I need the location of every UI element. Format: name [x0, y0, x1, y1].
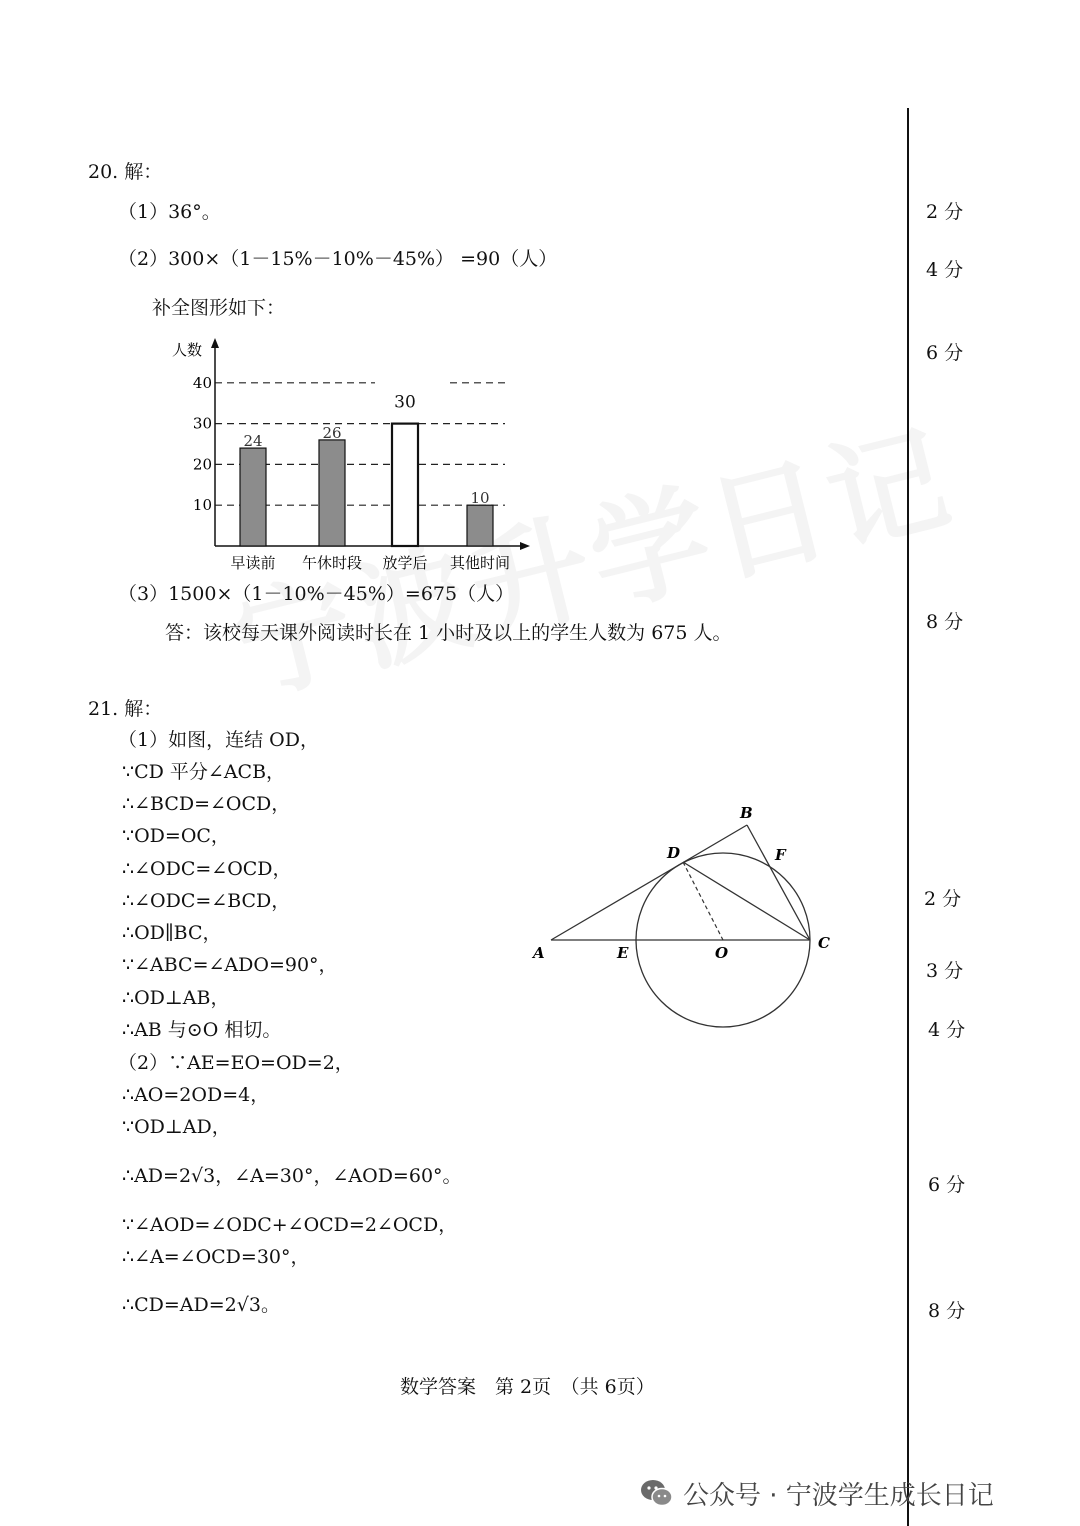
score: 3 分 — [926, 960, 964, 982]
solution-line: ∴OD∥BC， — [122, 922, 222, 944]
q20-header: 20. 解： — [88, 161, 163, 183]
solution-line: ∵CD 平分∠ACB， — [122, 761, 286, 783]
y-tick-label: 10 — [192, 496, 212, 515]
page-footer: 数学答案 第 2页 （共 6页） — [400, 1376, 655, 1398]
margin-rule — [907, 108, 909, 1526]
bar-value-label: 26 — [322, 423, 342, 442]
x-axis-arrow — [520, 542, 530, 550]
q20-part1: （1）36°。 — [118, 201, 221, 223]
solution-line: ∴∠ODC=∠BCD， — [122, 890, 291, 912]
q21-header: 21. 解： — [88, 698, 163, 720]
solution-line: ∴CD=AD=2√3。 — [122, 1294, 280, 1316]
y-axis-label: 人数 — [172, 341, 203, 359]
bar — [392, 424, 418, 546]
y-axis-arrow — [211, 338, 219, 348]
solution-line: ∵OD⊥AD， — [122, 1116, 231, 1138]
x-tick-label: 午休时段 — [301, 554, 363, 572]
score: 4 分 — [928, 1019, 966, 1041]
solution-line: ∵∠AOD=∠ODC+∠OCD=2∠OCD， — [122, 1214, 458, 1236]
geometry-figure — [525, 795, 845, 1035]
solution-line: ∴∠ODC=∠OCD， — [122, 858, 292, 880]
solution-line: ∴AD=2√3，∠A=30°，∠AOD=60°。 — [122, 1165, 462, 1187]
label-e: E — [617, 944, 629, 962]
score: 2 分 — [926, 201, 964, 223]
wechat-account: 公众号 · 宁波学生成长日记 — [683, 1481, 994, 1511]
x-tick-label: 其他时间 — [449, 554, 511, 572]
bar-value-label: 10 — [470, 489, 490, 508]
score: 6 分 — [926, 342, 964, 364]
x-tick-label: 放学后 — [382, 554, 428, 572]
label-a: A — [533, 944, 545, 962]
q20-part3: （3）1500×（1－10%－45%）=675（人） — [118, 583, 515, 605]
bar — [240, 448, 266, 546]
solution-line: （1）如图，连结 OD， — [118, 729, 319, 751]
label-f: F — [775, 846, 786, 864]
score: 2 分 — [924, 888, 962, 910]
y-tick-label: 30 — [192, 414, 212, 433]
solution-line: ∴OD⊥AB， — [122, 987, 230, 1009]
q20-answer: 答：该校每天课外阅读时长在 1 小时及以上的学生人数为 675 人。 — [165, 622, 732, 644]
label-d: D — [667, 844, 681, 862]
q20-part2: （2）300×（1－15%－10%－45%） =90（人） — [118, 248, 558, 270]
score: 8 分 — [928, 1300, 966, 1322]
label-o: O — [715, 944, 729, 962]
solution-line: ∵∠ABC=∠ADO=90°， — [122, 954, 338, 976]
bar-value-label: 30 — [394, 392, 416, 413]
solution-line: ∴AB 与⊙O 相切。 — [122, 1019, 282, 1041]
solution-line: ∴AO=2OD=4， — [122, 1084, 270, 1106]
bar-value-label: 24 — [243, 432, 263, 451]
segment-cd — [683, 862, 810, 940]
score: 6 分 — [928, 1174, 966, 1196]
score: 8 分 — [926, 611, 964, 633]
bar — [319, 440, 345, 546]
solution-line: ∴∠BCD=∠OCD， — [122, 793, 291, 815]
label-b: B — [740, 804, 753, 822]
bar — [467, 505, 493, 546]
label-c: C — [818, 934, 830, 952]
segment-bc — [747, 825, 810, 940]
bar-chart — [160, 332, 540, 580]
q20-part2-note: 补全图形如下： — [152, 297, 286, 319]
x-tick-label: 早读前 — [230, 554, 276, 572]
solution-line: ∵OD=OC， — [122, 825, 230, 847]
wechat-icon — [640, 1478, 674, 1508]
y-tick-label: 20 — [192, 455, 212, 474]
score: 4 分 — [926, 259, 964, 281]
solution-line: ∴∠A=∠OCD=30°， — [122, 1246, 310, 1268]
solution-line: （2）∵AE=EO=OD=2， — [118, 1052, 354, 1074]
y-tick-label: 40 — [192, 373, 212, 392]
